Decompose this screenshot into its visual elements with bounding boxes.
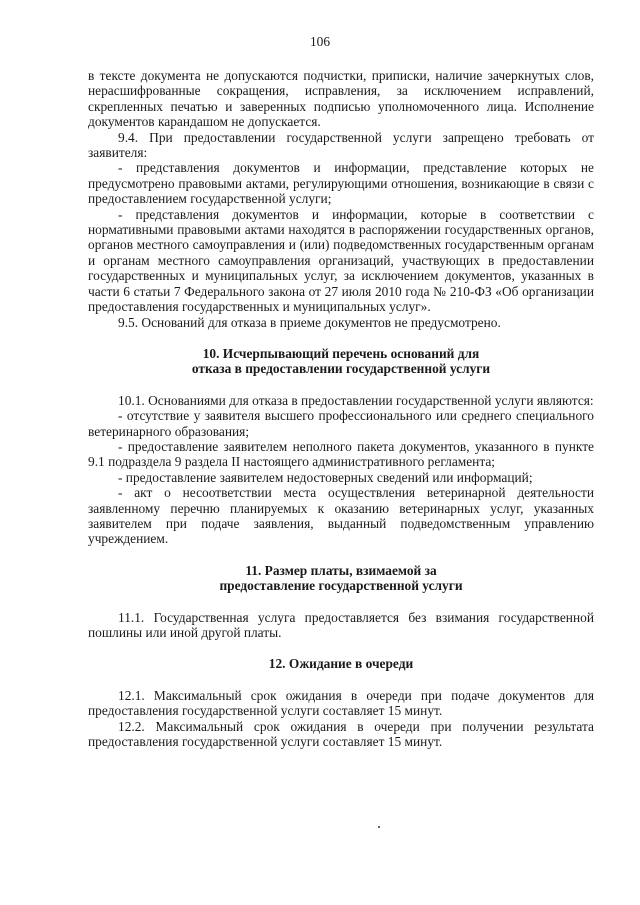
section-heading-10 — [88, 346, 594, 377]
page-number: 106 — [309, 34, 331, 49]
paragraph-10-1: 10.1. Основаниями для отказа в предоставлении государственной услуги являются: — [118, 392, 594, 408]
section-heading-10-line1: 10. Исчерпывающий перечень оснований для — [202, 345, 480, 361]
section-heading-10-line2: отказа в предоставлении государственной услуги — [191, 361, 491, 377]
paragraph-9-4: 9.4. При предоставлении государственной услуги запрещено требовать от заявителя: — [88, 129, 594, 161]
section-heading-12 — [88, 656, 594, 671]
list-item-9-4-a: - представления документов и информации, представление которых не предусмотрено правовыми актами, регулирующими отношения, возникающие в связи с предоставлением государственной услуги; — [88, 160, 594, 207]
paragraph-12-1: 12.1. Максимальный срок ожидания в очереди при подаче документов для предоставления государственной услуги составляет 15 минут. — [88, 687, 594, 719]
paragraph-11-1: 11.1. Государственная услуга предоставляется без взимания государственной пошлины или иной другой платы. — [88, 609, 594, 640]
document-body — [88, 68, 594, 749]
list-item-10-1-a: - отсутствие у заявителя высшего профессионального или среднего специального ветеринарного образования; — [88, 408, 594, 439]
section-heading-11-line2: предоставление государственной услуги — [219, 578, 463, 594]
paragraph-12-2: 12.2. Максимальный срок ожидания в очереди при получении результата предоставления государственной услуги составляет 15 минут. — [88, 718, 594, 750]
list-item-10-1-d: - акт о несоответствии места осуществления ветеринарной деятельности заявленному перечню планируемых к оказанию ветеринарных услуг, указанных заявителем при подаче заявления, выданный подведомственным управлению учреждением. — [88, 485, 594, 547]
list-item-10-1-b: - предоставление заявителем неполного пакета документов, указанного в пункте 9.1 подраздела 9 раздела II настоящего административного регламента; — [88, 438, 594, 470]
list-item-10-1-c: - предоставление заявителем недостоверных сведений или информаций; — [118, 469, 533, 485]
paragraph-continuation: в тексте документа не допускаются подчистки, приписки, наличие зачеркнутых слов, нерасшифрованные сокращения, исправления, за исключением исправлений, скрепленных печатью и заверенных подписью уполномоченного лица. Исполнение документов карандашом не допускается. — [88, 68, 594, 130]
section-heading-11-line1: 11. Размер платы, взимаемой за — [245, 562, 437, 578]
paragraph-9-5: 9.5. Оснований для отказа в приеме документов не предусмотрено. — [118, 314, 501, 330]
section-heading-11 — [88, 563, 594, 594]
list-item-9-4-b: - представления документов и информации, которые в соответствии с нормативными правовыми актами находятся в распоряжении государственных органов, органов местного самоуправления и (или) подведомственных государственным органам и органам местного самоуправления организаций, участвующих в предоставлении государственных и муниципальных услуг, за исключением документов, указанных в части 6 статьи 7 Федерального закона от 27 июля 2010 года № 210-ФЗ «Об организации предоставления государственных и муниципальных услуг». — [88, 206, 594, 315]
scan-speck — [378, 826, 380, 828]
section-heading-12-line1: 12. Ожидание в очереди — [268, 656, 414, 672]
